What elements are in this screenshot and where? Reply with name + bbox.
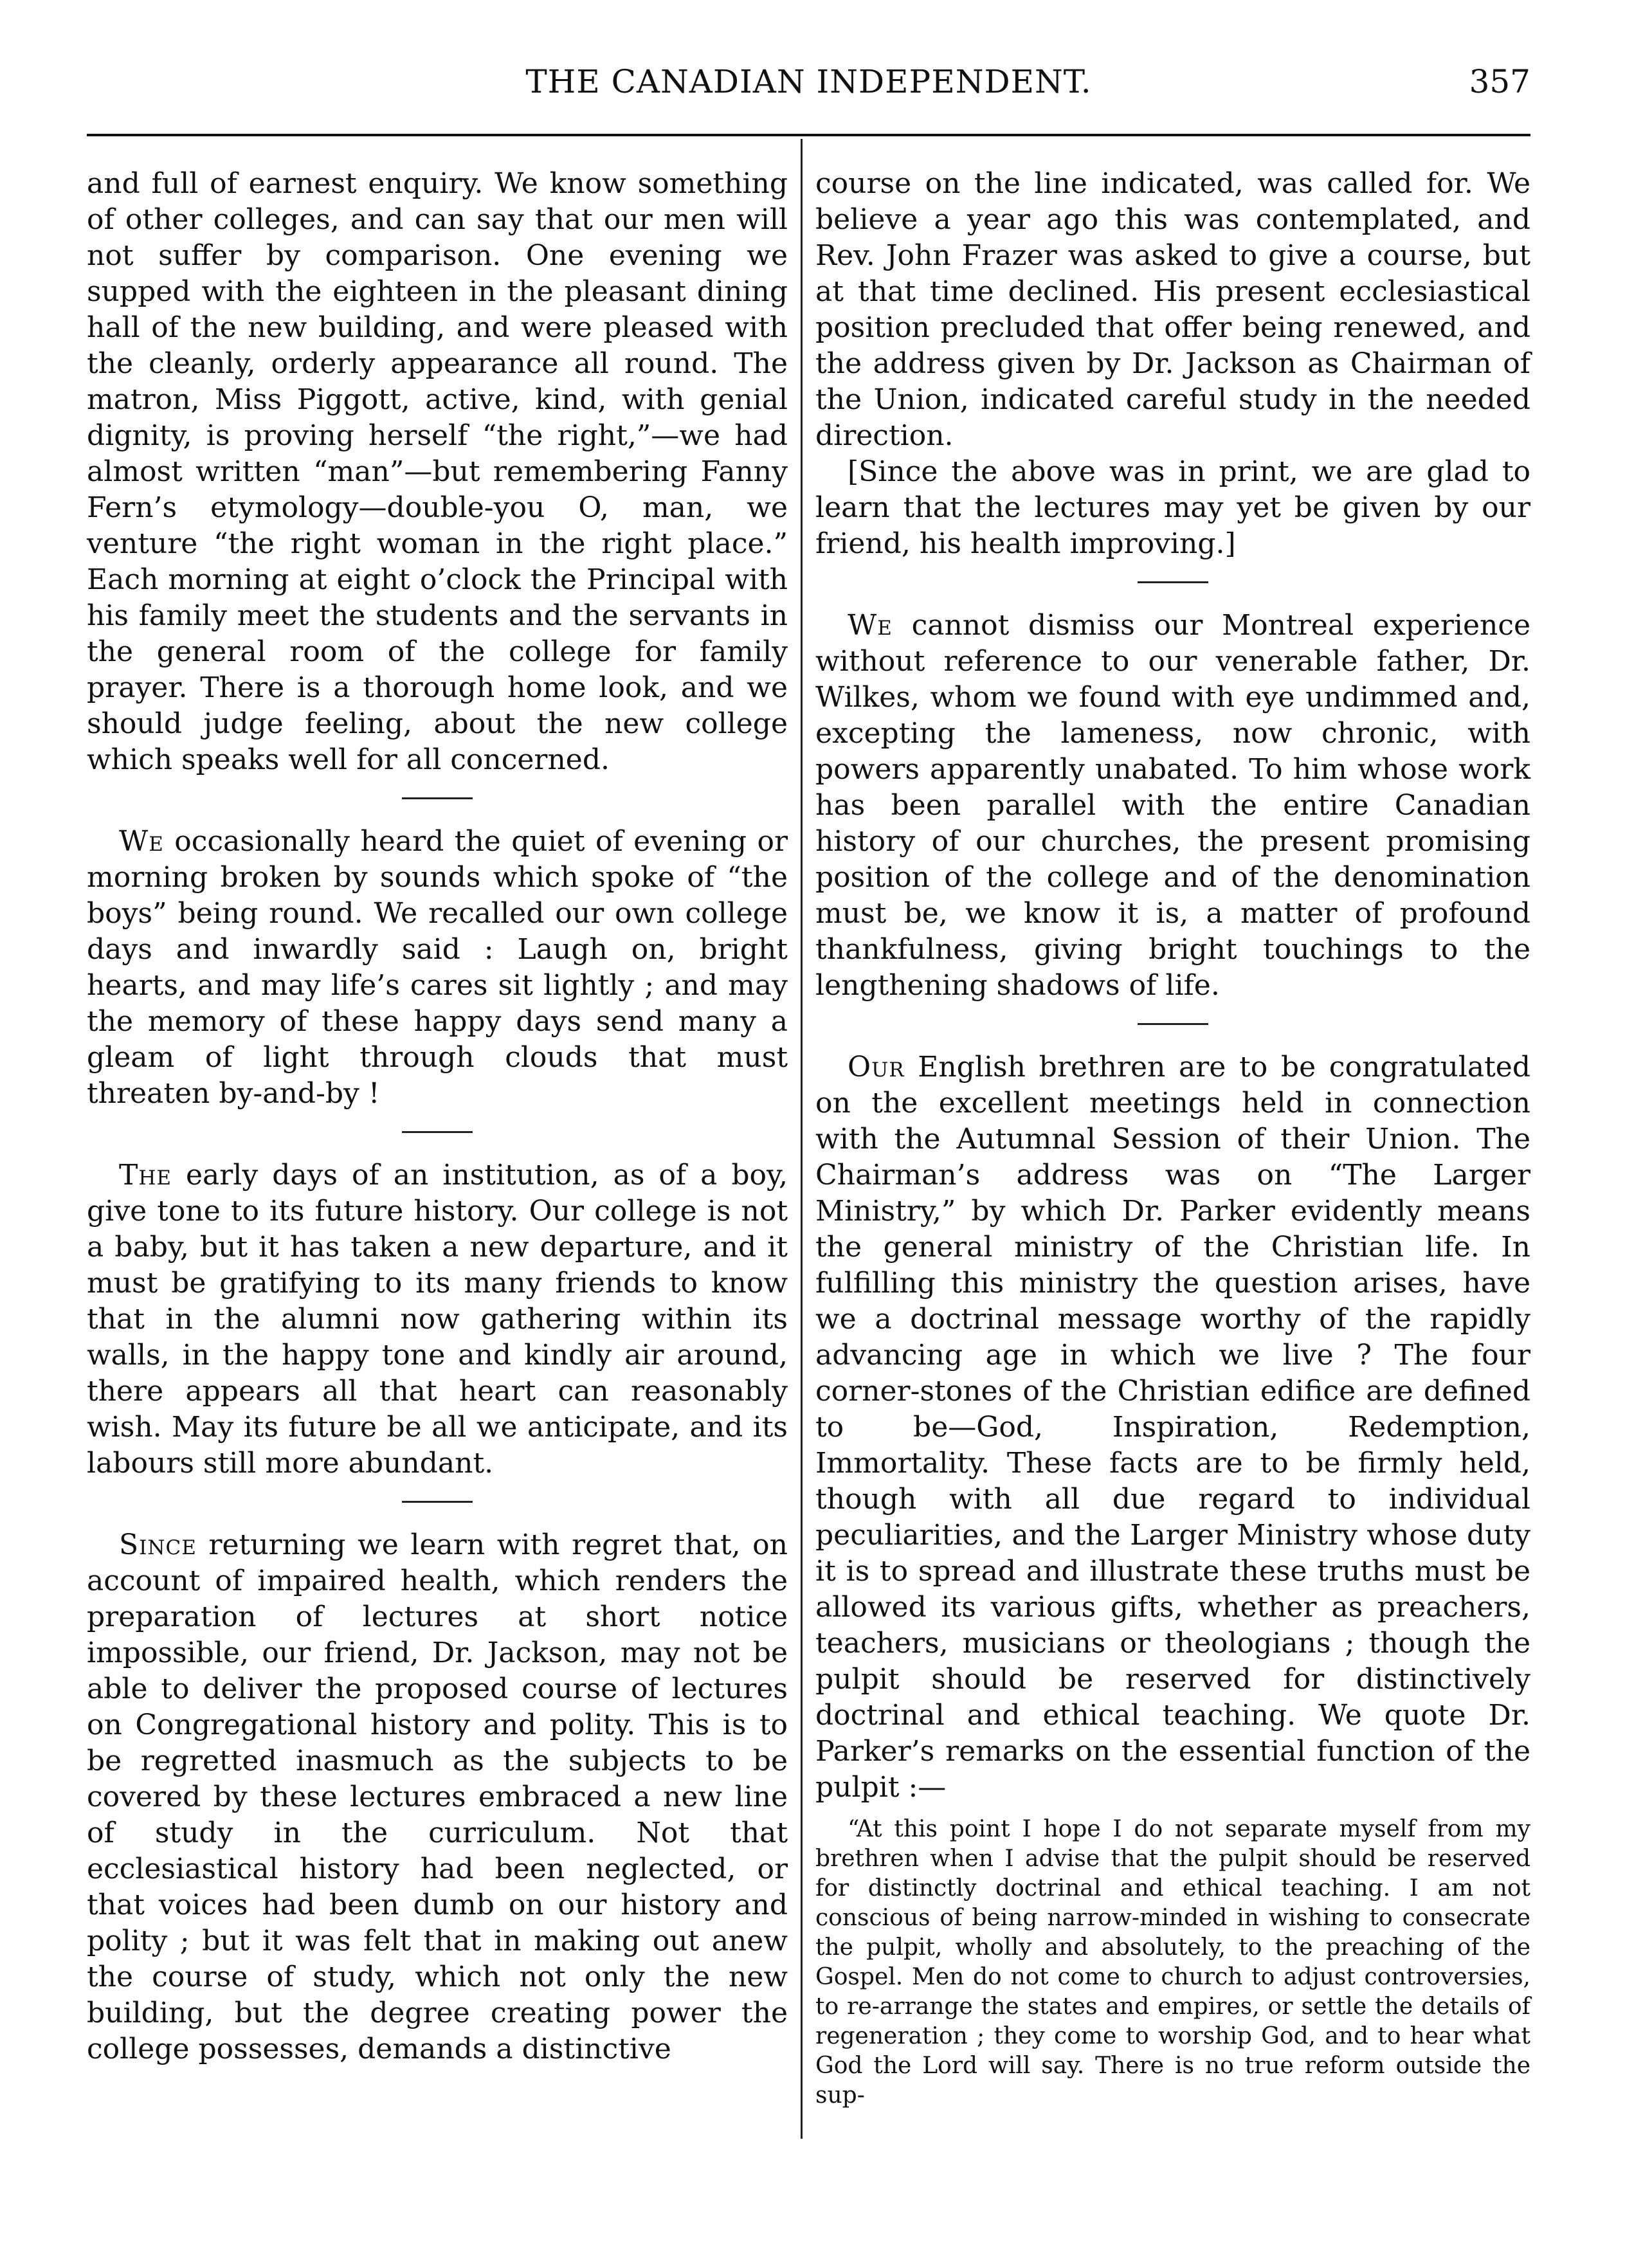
header-rule xyxy=(87,134,1530,136)
section-separator xyxy=(1138,1023,1208,1025)
page-number: 357 xyxy=(1469,63,1530,100)
paragraph-bracket-note: [Since the above was in print, we are glad to learn that the lectures may yet be given by our friend, his health improving.] xyxy=(815,455,1530,560)
page-header xyxy=(87,58,1530,122)
lead-word: Our xyxy=(848,1051,905,1084)
lead-word: Since xyxy=(119,1529,197,1561)
paragraph-text: English brethren are to be congratulated on the excellent meetings held in connection with the Autumnal Session of their Union. The Chairman’s address was on “The Larger Ministry,” by which Dr. Parker evidently means the general ministry of the Christian life. In fulfilling this ministry the question arises, have we a doctrinal message worthy of the rapidly advancing age in which we live ? The four corner-stones of the Christian edifice are defined to be—God, Inspiration, Redemption, Immortality. These facts are to be firmly held, though with all due regard to individual peculiarities, and the Larger Ministry whose duty it is to spread and illustrate these truths must be allowed its various gifts, whether as preachers, teachers, musicians or theologians ; though the pulpit should be reserved for distinctively doctrinal and ethical teaching. We quote Dr. Parker’s remarks on the essential function of the pulpit :— xyxy=(815,1051,1530,1804)
paragraph-college-visit: and full of earnest enquiry. We know something of other colleges, and can say that our men will not suffer by comparison. One evening we supped with the eighteen in the pleasant dining hall of the new building, and were pleased with the cleanly, orderly appearance all round. The matron, Miss Piggott, active, kind, with genial dignity, is proving herself “the right,”—we had almost written “man”—but remembering Fanny Fern’s etymology—double-you O, man, we venture “the right woman in the right place.” Each morning at eight o’clock the Principal with his family meet the students and the servants in the general room of the college for family prayer. There is a thorough home look, and we should judge feeling, about the new college which speaks well for all concerned. xyxy=(87,167,788,776)
right-column xyxy=(815,166,1530,2110)
paragraph-text: occasionally heard the quiet of evening or morning broken by sounds which spoke of “the boys” being round. We recalled our own college days and inwardly said : Laugh on, bright hearts, and may life’s cares sit lightly ; and may the memory of these happy days send many a gleam of light through clouds that must threaten by-and-by ! xyxy=(87,825,788,1110)
paragraph-course-continued: course on the line indicated, was called for. We believe a year ago this was contemplated, and Rev. John Frazer was asked to give a course, but at that time declined. His present ecclesiastical position precluded that offer being renewed, and the address given by Dr. Jackson as Chairman of the Union, indicated careful study in the needed direction. xyxy=(815,167,1530,452)
section-separator xyxy=(402,1501,473,1503)
left-column xyxy=(87,166,788,2067)
section-separator xyxy=(402,797,473,799)
paragraph-dr-wilkes xyxy=(815,608,1530,1004)
paragraph-the-boys xyxy=(87,824,788,1112)
running-title: THE CANADIAN INDEPENDENT. xyxy=(525,63,1092,100)
paragraph-dr-jackson xyxy=(87,1527,788,2067)
paragraph-english-brethren xyxy=(815,1049,1530,1806)
lead-word: The xyxy=(119,1159,172,1192)
section-separator xyxy=(402,1131,473,1133)
lead-word: We xyxy=(119,825,164,858)
column-divider xyxy=(801,139,803,2139)
section-separator xyxy=(1138,581,1208,583)
lead-word: We xyxy=(848,609,893,642)
paragraph-text: early days of an institution, as of a boy, give tone to its future history. Our college is not a baby, but it has taken a new departure, and it must be gratifying to its many friends to know that in the alumni now gathering within its walls, in the happy tone and kindly air around, there appears all that heart can reasonably wish. May its future be all we anticipate, and its labours still more abundant. xyxy=(87,1159,788,1480)
parker-quotation: “At this point I hope I do not separate myself from my brethren when I advise that the pulpit should be reserved for distinctly doctrinal and ethical teaching. I am not conscious of being narrow-minded in wishing to consecrate the pulpit, wholly and absolutely, to the preaching of the Gospel. Men do not come to church to adjust controversies, to re-arrange the states and empires, or settle the details of regeneration ; they come to worship God, and to hear what God the Lord will say. There is no true reform outside the sup- xyxy=(815,1816,1530,2109)
paragraph-text: returning we learn with regret that, on account of impaired health, which renders the preparation of lectures at short notice impossible, our friend, Dr. Jackson, may not be able to deliver the proposed course of lectures on Congregational history and polity. This is to be regretted inasmuch as the subjects to be covered by these lectures embraced a new line of study in the curriculum. Not that ecclesiastical history had been neglected, or that voices had been dumb on our history and polity ; but it was felt that in making out anew the course of study, which not only the new building, but the degree creating power the college possesses, demands a distinctive xyxy=(87,1529,788,2065)
paragraph-early-days xyxy=(87,1157,788,1482)
paragraph-text: cannot dismiss our Montreal experience without reference to our venerable father, Dr. Wilkes, whom we found with eye undimmed and, excepting the lameness, now chronic, with powers apparently unabated. To him whose work has been parallel with the entire Canadian history of our churches, the present promising position of the college and of the denomination must be, we know it is, a matter of profound thankfulness, giving bright touchings to the lengthening shadows of life. xyxy=(815,609,1530,1002)
